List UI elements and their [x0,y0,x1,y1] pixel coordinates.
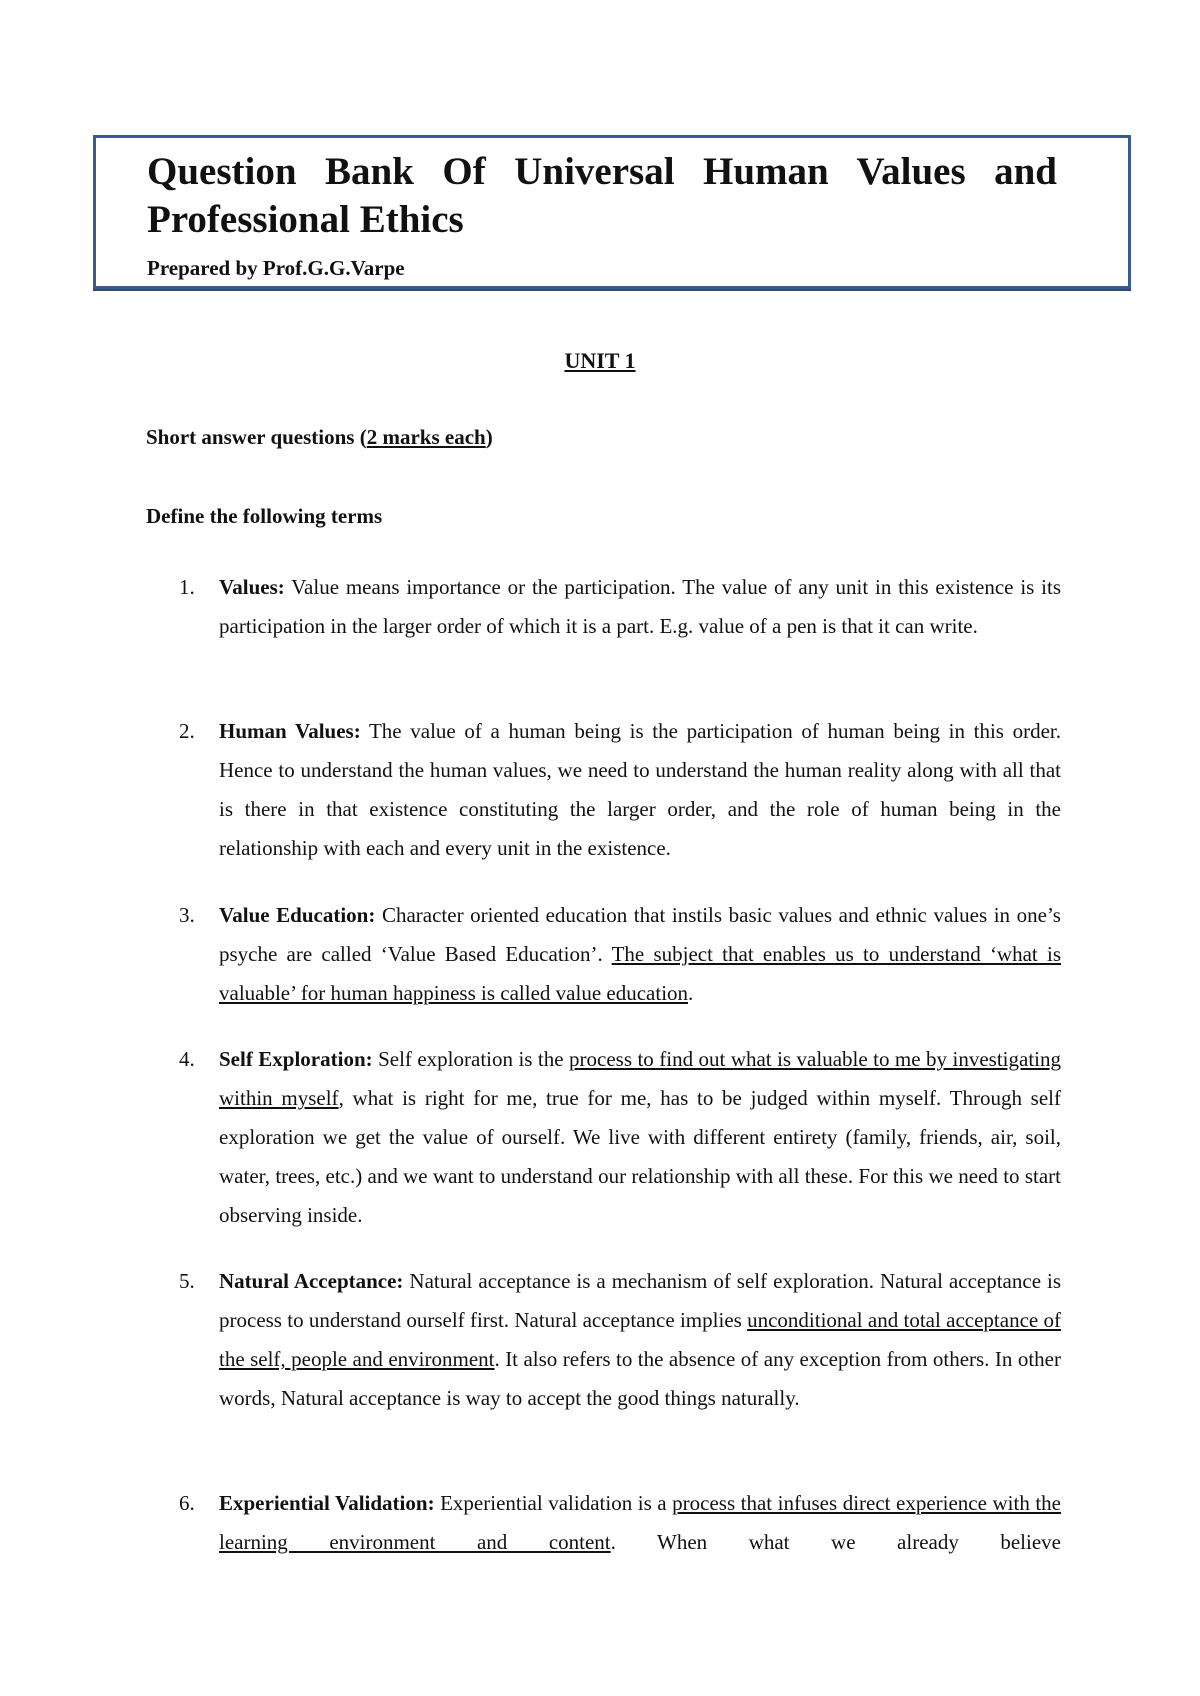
question-item-self-exploration [179,1040,1062,1235]
question-term: Self Exploration: [219,1047,373,1071]
question-number: 3. [179,903,195,927]
title-line-1: Question Bank Of Universal Human Values and [147,150,1057,193]
question-underlined-text: process that infuses direct experience with the learning environment and content [219,1491,1062,1554]
question-item-value-education [179,896,1061,1013]
question-term: Value Education: [219,903,376,927]
title-line-2: Professional Ethics [147,198,464,241]
short-answer-heading [146,425,493,450]
question-term: Experiential Validation: [219,1491,435,1515]
question-text: Experiential validation is a [434,1491,673,1515]
unit-heading: UNIT 1 [564,348,636,373]
question-number: 1. [179,575,195,599]
question-number: 2. [179,719,195,743]
question-text: Character oriented education that instils basic values and ethnic values in one’s psyche are called ‘Value Based Education’. [219,903,1061,966]
question-item-human-values [179,712,1061,868]
question-text-end: . When what we already believe [610,1530,1061,1554]
question-underlined-text: process to find out what is valuable to me by investigating within myself [219,1047,1061,1110]
question-text-end: . It also refers to the absence of any exception from others. In other words, Natural acceptance is way to accept the good things naturally. [219,1347,1061,1410]
question-term: Values: [219,575,285,599]
title-box [93,135,1131,289]
document-title [147,148,1057,244]
question-text: Self exploration is the [372,1047,570,1071]
define-heading: Define the following terms [146,504,383,528]
question-number: 4. [179,1047,195,1071]
question-text-end: . [688,981,694,1005]
short-prefix: Short answer questions ( [146,425,367,449]
question-text-end: , what is right for me, true for me, has to be judged within myself. Through self exploration we get the value of ourself. We live with different entirety (family, friends, air, soil, water, trees, etc.) and we want to understand our relationship with all these. For this we need to start observing inside. [219,1086,1062,1227]
question-underlined-text: unconditional and total acceptance of the self, people and environment [219,1308,1061,1371]
question-term: Human Values: [219,719,361,743]
question-item-natural-acceptance [179,1262,1061,1418]
marks-label: 2 marks each [366,425,486,449]
prepared-by: Prepared by Prof.G.G.Varpe [147,256,405,280]
question-underlined-text: The subject that enables us to understand ‘what is valuable’ for human happiness is called value education [219,942,1061,1005]
question-item-experiential-validation [179,1484,1062,1562]
question-term: Natural Acceptance: [219,1269,404,1293]
question-text: Value means importance or the participation. The value of any unit in this existence is its participation in the larger order of which it is a part. E.g. value of a pen is that it can write. [219,575,1061,638]
short-suffix: ) [485,425,493,449]
question-number: 5. [179,1269,195,1293]
question-number: 6. [179,1491,195,1515]
question-text: Natural acceptance is a mechanism of self exploration. Natural acceptance is process to understand ourself first. Natural acceptance implies [219,1269,1061,1332]
question-item-values [179,568,1061,646]
question-text: The value of a human being is the participation of human being in this order. Hence to understand the human values, we need to understand the human reality along with all that is there in that existence constituting the larger order, and the role of human being in the relationship with each and every unit in the existence. [219,719,1061,860]
